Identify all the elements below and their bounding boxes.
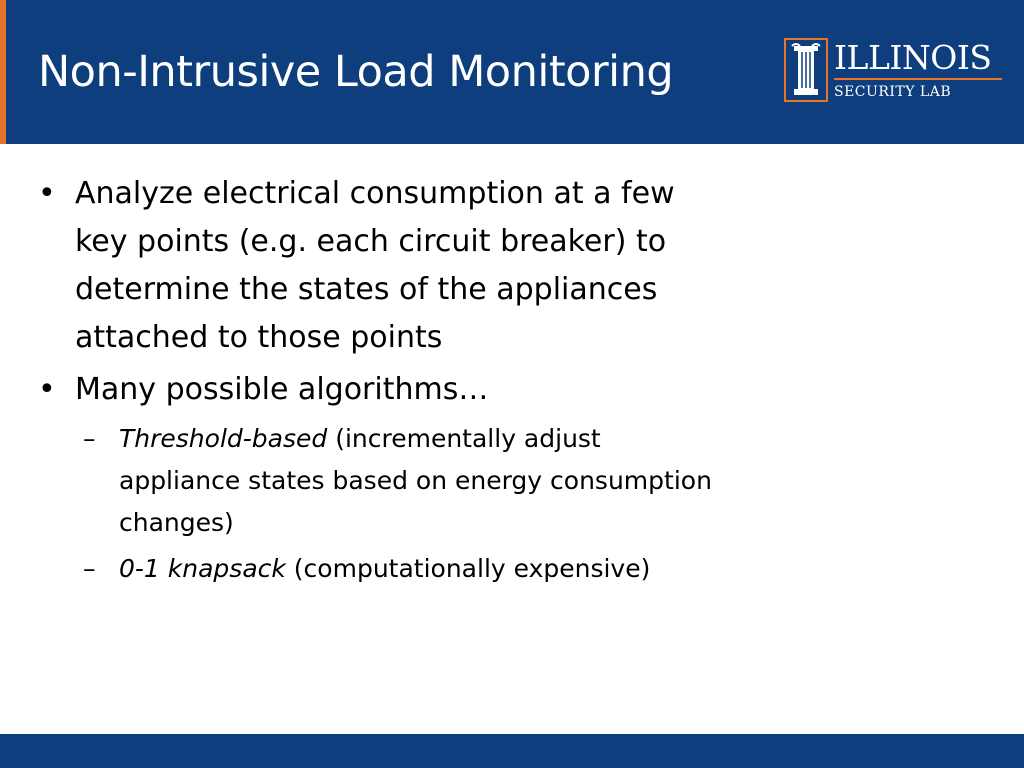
logo-wordmark: ILLINOIS [834, 38, 992, 77]
bullet-item [38, 366, 718, 414]
bullet-text: Many possible algorithms… [75, 372, 489, 407]
illinois-security-lab-logo [784, 38, 1006, 106]
bullet-item [38, 170, 718, 362]
bullet-marker: • [38, 176, 56, 211]
subbullet-term: Threshold-based [119, 424, 328, 453]
slide-title: Non-Intrusive Load Monitoring [38, 47, 674, 97]
accent-bar [0, 0, 6, 144]
subbullet-item [83, 418, 718, 544]
slide-header [0, 0, 1024, 144]
subbullet-text: (computationally expensive) [285, 554, 651, 583]
logo-divider [834, 78, 1002, 80]
bullet-text: Analyze electrical consumption at a few key points (e.g. each circuit breaker) to determine the states of the appliances attached to those points [75, 176, 675, 355]
subbullet-text: (incrementally adjust appliance states based on energy consumption changes) [119, 424, 712, 537]
bullet-marker: • [38, 372, 56, 407]
subbullet-marker: – [83, 554, 96, 583]
slide-footer [0, 734, 1024, 768]
logo-subtitle: SECURITY LAB [834, 84, 952, 100]
subbullet-item [83, 548, 718, 590]
subbullet-marker: – [83, 424, 96, 453]
slide-body [38, 170, 718, 594]
subbullet-term: 0-1 knapsack [119, 554, 286, 583]
column-icon [784, 38, 828, 102]
